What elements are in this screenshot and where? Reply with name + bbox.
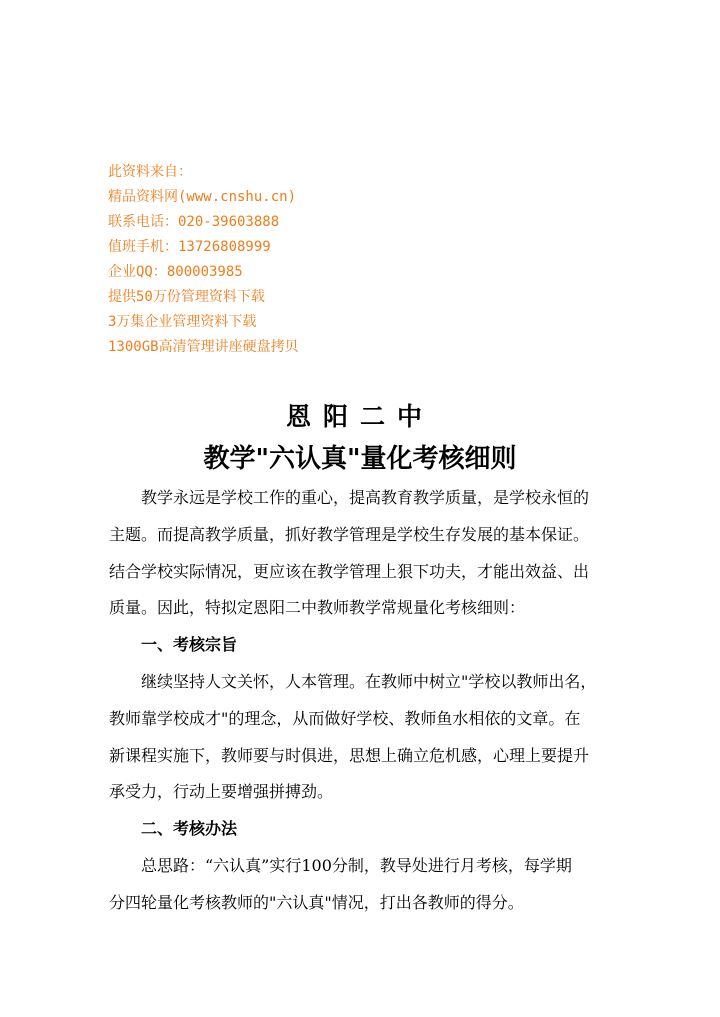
source-offer-docs: 提供50万份管理资料下载 — [108, 289, 265, 305]
paragraph-line: 承受力，行动上要增强拼搏劲。 — [109, 782, 334, 802]
paragraph-line: 继续坚持人文关怀，人本管理。在教师中树立"学校以教师出名， — [141, 671, 597, 691]
source-offer-lectures: 1300GB高清管理讲座硬盘拷贝 — [108, 339, 299, 355]
section-heading-method: 二、考核办法 — [141, 819, 238, 839]
source-qq: 企业QQ：800003985 — [108, 264, 243, 280]
section-heading-purpose: 一、考核宗旨 — [141, 635, 238, 655]
source-website: 精品资料网(www.cnshu.cn) — [108, 189, 297, 205]
paragraph-line: 质量。因此，特拟定恩阳二中教师教学常规量化考核细则： — [109, 598, 526, 618]
paragraph-line: 主题。而提高教学质量，抓好教学管理是学校生存发展的基本保证。 — [109, 524, 590, 544]
document-title: 教学"六认真"量化考核细则 — [203, 444, 517, 474]
paragraph-line: 总思路：“六认真”实行100分制，教导处进行月考核，每学期 — [141, 855, 572, 875]
paragraph-line: 教师靠学校成才"的理念，从而做好学校、教师鱼水相依的文章。在 — [109, 708, 581, 728]
source-offer-videos: 3万集企业管理资料下载 — [108, 314, 257, 330]
school-title: 恩阳二中 — [285, 402, 434, 431]
source-label: 此资料来自： — [108, 164, 192, 180]
paragraph-line: 教学永远是学校工作的重心，提高教育教学质量，是学校永恒的 — [141, 488, 590, 507]
source-info-block — [108, 160, 299, 360]
document-body — [109, 480, 639, 922]
source-mobile: 值班手机：13726808999 — [108, 239, 271, 255]
paragraph-line: 分四轮量化考核教师的"六认真"情况，打出各教师的得分。 — [109, 892, 524, 912]
paragraph-line: 结合学校实际情况，更应该在教学管理上狠下功夫，才能出效益、出 — [109, 561, 590, 581]
source-phone: 联系电话：020-39603888 — [108, 214, 280, 230]
paragraph-line: 新课程实施下，教师要与时俱进，思想上确立危机感，心理上要提升 — [109, 745, 590, 765]
